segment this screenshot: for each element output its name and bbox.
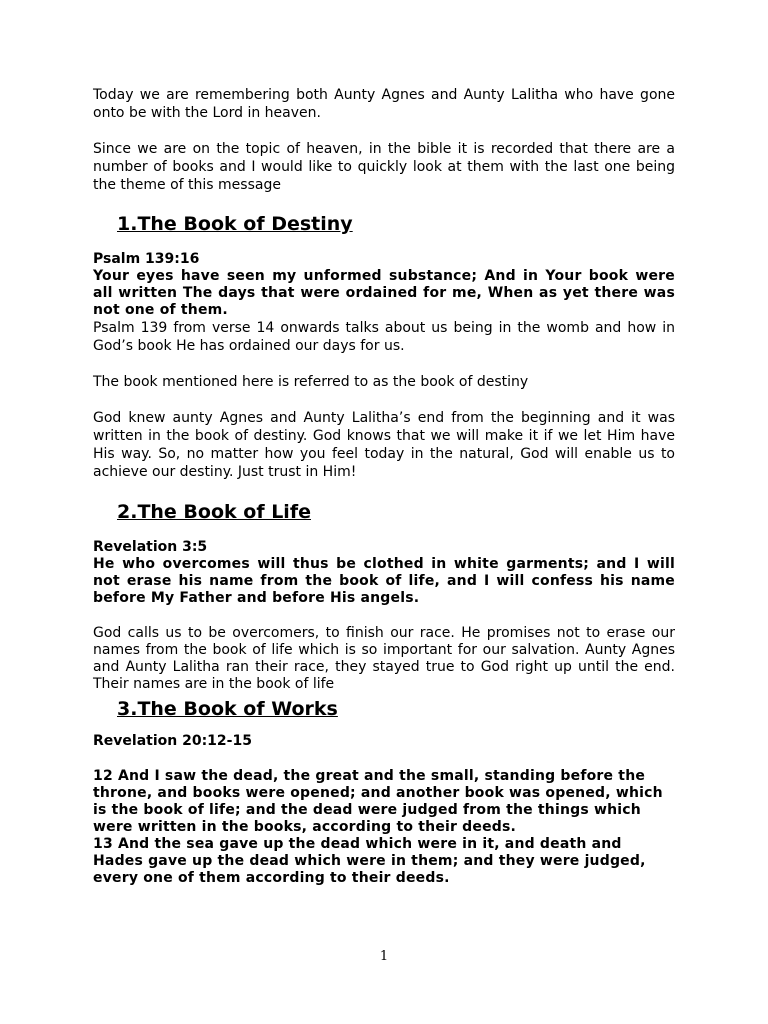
scripture-reference-revelation-20: Revelation 20:12-15 [93, 733, 252, 749]
document-page [93, 86, 675, 887]
page-number: 1 [379, 949, 389, 964]
destiny-paragraph-1: Psalm 139 from verse 14 onwards talks about us being in the womb and how in God’s book He has ordained our days for us. [93, 320, 675, 354]
intro-paragraph-1: Today we are remembering both Aunty Agnes and Aunty Lalitha who have gone onto be with the Lord in heaven. [93, 87, 675, 121]
scripture-verse-13: 13 And the sea gave up the dead which were in it, and death and Hades gave up the dead which were in them; and they were judged, every one of them according to their deeds. [93, 836, 646, 886]
scripture-verse-psalm: Your eyes have seen my unformed substance; And in Your book were all written The days that were ordained for me, When as yet there was not one of them. [93, 268, 675, 318]
destiny-paragraph-3: God knew aunty Agnes and Aunty Lalitha’s end from the beginning and it was written in the book of destiny. God knows that we will make it if we let Him have His way. So, no matter how you feel today in the natural, God will enable us to achieve our destiny. Just trust in Him! [93, 410, 675, 480]
scripture-reference-revelation-3: Revelation 3:5 [93, 539, 208, 555]
scripture-reference-psalm: Psalm 139:16 [93, 251, 200, 267]
section-heading-destiny: 1.The Book of Destiny [117, 213, 353, 235]
scripture-verse-revelation-3: He who overcomes will thus be clothed in white garments; and I will not erase his name from the book of life, and I will confess his name before My Father and before His angels. [93, 556, 675, 606]
life-paragraph-1: God calls us to be overcomers, to finish our race. He promises not to erase our names from the book of life which is so important for our salvation. Aunty Agnes and Aunty Lalitha ran their race, they stayed true to God right up until the end. Their names are in the book of life [93, 625, 675, 692]
intro-paragraph-2: Since we are on the topic of heaven, in the bible it is recorded that there are a number of books and I would like to quickly look at them with the last one being the theme of this message [93, 141, 675, 193]
section-heading-works: 3.The Book of Works [117, 698, 338, 720]
section-heading-life: 2.The Book of Life [117, 501, 311, 523]
scripture-verse-12: 12 And I saw the dead, the great and the small, standing before the throne, and books were opened; and another book was opened, which is the book of life; and the dead were judged from the things which were written in the books, according to their deeds. [93, 768, 663, 835]
destiny-paragraph-2: The book mentioned here is referred to as the book of destiny [93, 374, 529, 390]
